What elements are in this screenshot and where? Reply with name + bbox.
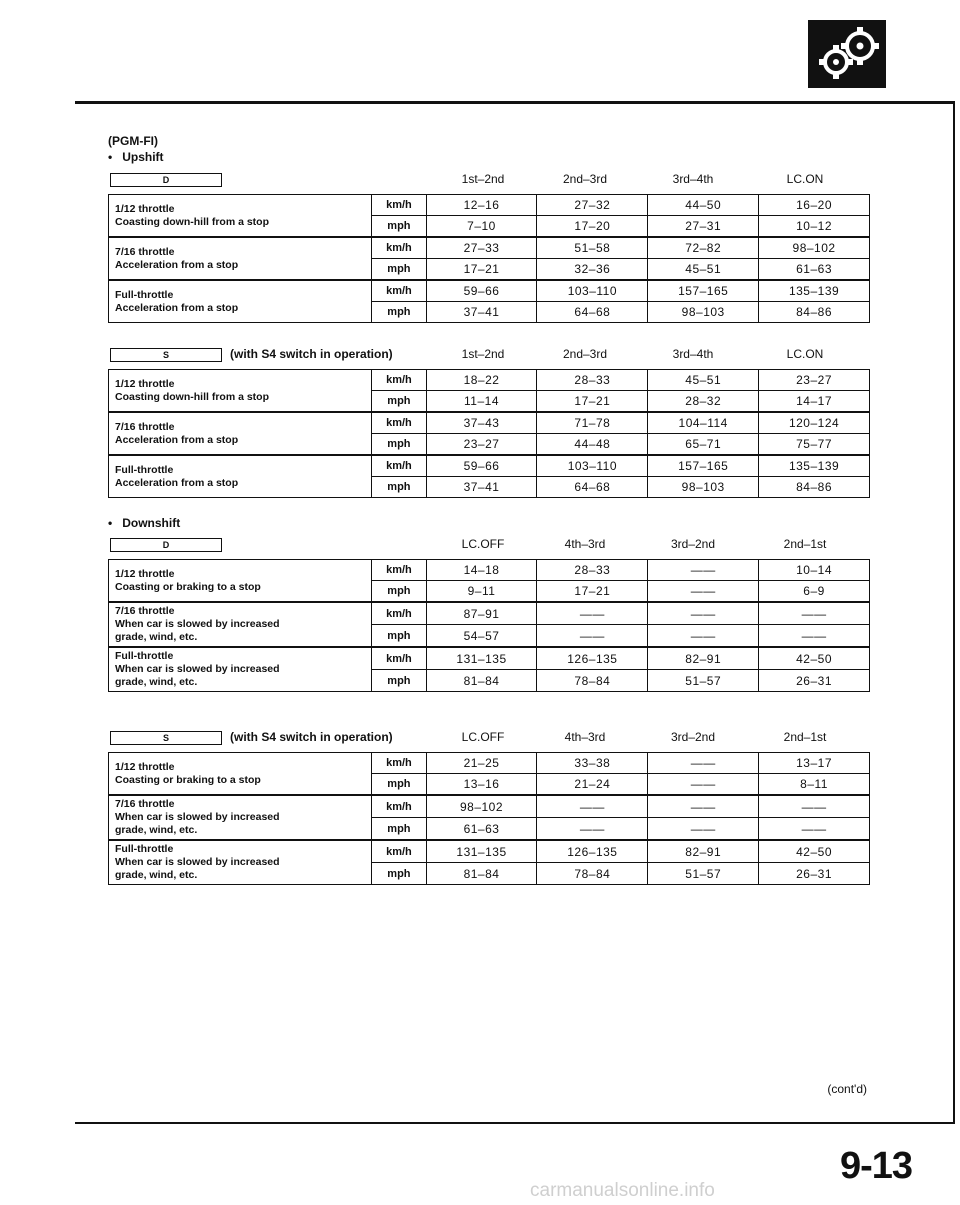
- shift-speed-table: [108, 194, 870, 323]
- condition-line: 7/16 throttle: [115, 605, 175, 617]
- unit-cell: km/h: [372, 195, 426, 216]
- column-header: 3rd–2nd: [670, 730, 716, 744]
- table-row: [109, 753, 870, 774]
- column-header: 1st–2nd: [461, 347, 505, 361]
- throttle-condition: [109, 560, 372, 603]
- speed-value: 27–31: [648, 216, 759, 238]
- condition-line: Acceleration from a stop: [115, 301, 239, 314]
- speed-value: 65–71: [648, 434, 759, 456]
- column-header: 1st–2nd: [461, 172, 505, 186]
- speed-value: 72–82: [648, 237, 759, 259]
- unit-cell: km/h: [372, 370, 426, 391]
- condition-line: 1/12 throttle: [115, 567, 175, 580]
- speed-value: 84–86: [759, 302, 870, 323]
- speed-value: 78–84: [537, 670, 648, 692]
- unit-cell: mph: [372, 581, 426, 603]
- condition-line: Full-throttle: [115, 463, 174, 476]
- shift-mode-icon: S: [110, 348, 222, 362]
- condition-line: 1/12 throttle: [115, 202, 175, 215]
- condition-line: Acceleration from a stop: [115, 258, 239, 271]
- speed-value: 45–51: [648, 259, 759, 281]
- column-header: 3rd–2nd: [670, 537, 716, 551]
- speed-value: 17–21: [537, 391, 648, 413]
- shift-mode-icon: D: [110, 173, 222, 187]
- speed-value: ——: [648, 795, 759, 818]
- unit-cell: mph: [372, 863, 426, 885]
- shift-mode-icon: D: [110, 538, 222, 552]
- unit-cell: km/h: [372, 647, 426, 670]
- table-row: [109, 412, 870, 434]
- throttle-condition: [109, 455, 372, 498]
- throttle-condition: [109, 237, 372, 280]
- speed-value: 126–135: [537, 647, 648, 670]
- condition-line: Full-throttle: [115, 650, 174, 662]
- column-header: 3rd–4th: [672, 347, 714, 361]
- condition-line: When car is slowed by increased: [115, 618, 280, 630]
- speed-value: ——: [648, 625, 759, 648]
- speed-value: 59–66: [426, 455, 537, 477]
- condition-line: Acceleration from a stop: [115, 476, 239, 489]
- speed-value: 11–14: [426, 391, 537, 413]
- speed-value: ——: [648, 753, 759, 774]
- continued-note: (cont'd): [827, 1082, 867, 1096]
- column-header: LC.ON: [786, 347, 824, 361]
- table-caption: [110, 172, 410, 187]
- unit-cell: mph: [372, 216, 426, 238]
- top-rule: [75, 101, 955, 104]
- table-caption: [110, 537, 410, 552]
- column-header: 2nd–3rd: [562, 347, 608, 361]
- unit-cell: km/h: [372, 840, 426, 863]
- throttle-condition: [109, 795, 372, 840]
- condition-line: grade, wind, etc.: [115, 676, 198, 688]
- speed-value: ——: [759, 795, 870, 818]
- speed-value: 18–22: [426, 370, 537, 391]
- speed-value: 157–165: [648, 455, 759, 477]
- column-header: 4th–3rd: [564, 537, 606, 551]
- unit-cell: mph: [372, 302, 426, 323]
- column-headers: [110, 347, 870, 363]
- downshift-heading: • Downshift: [108, 516, 181, 530]
- throttle-condition: [109, 602, 372, 647]
- speed-value: ——: [759, 602, 870, 625]
- speed-value: 21–25: [426, 753, 537, 774]
- column-header: LC.OFF: [461, 730, 505, 744]
- unit-cell: km/h: [372, 795, 426, 818]
- speed-value: ——: [648, 818, 759, 841]
- speed-value: 7–10: [426, 216, 537, 238]
- condition-line: 7/16 throttle: [115, 245, 175, 258]
- speed-value: ——: [759, 818, 870, 841]
- shift-speed-table: [108, 752, 870, 885]
- unit-cell: km/h: [372, 560, 426, 581]
- speed-value: ——: [759, 625, 870, 648]
- speed-value: 37–41: [426, 477, 537, 498]
- bottom-rule: [75, 1122, 955, 1124]
- unit-cell: mph: [372, 818, 426, 841]
- condition-line: Coasting down-hill from a stop: [115, 215, 269, 228]
- speed-value: 44–48: [537, 434, 648, 456]
- transmission-gear-icon: [808, 20, 886, 88]
- table-row: [109, 647, 870, 670]
- throttle-condition: [109, 753, 372, 796]
- column-header: LC.ON: [786, 172, 824, 186]
- upshift-heading: • Upshift: [108, 150, 164, 164]
- table-row: [109, 840, 870, 863]
- speed-value: 28–33: [537, 560, 648, 581]
- speed-value: 103–110: [537, 455, 648, 477]
- speed-value: 42–50: [759, 647, 870, 670]
- table-caption: [110, 730, 410, 745]
- speed-value: 9–11: [426, 581, 537, 603]
- speed-value: 87–91: [426, 602, 537, 625]
- column-headers: [110, 730, 870, 746]
- speed-value: 26–31: [759, 670, 870, 692]
- shift-speed-table: [108, 559, 870, 692]
- column-header: 2nd–1st: [783, 730, 827, 744]
- speed-value: 157–165: [648, 280, 759, 302]
- speed-value: 14–17: [759, 391, 870, 413]
- unit-cell: mph: [372, 434, 426, 456]
- speed-value: 81–84: [426, 863, 537, 885]
- condition-line: 7/16 throttle: [115, 420, 175, 433]
- condition-line: grade, wind, etc.: [115, 631, 198, 643]
- throttle-condition: [109, 280, 372, 323]
- condition-line: When car is slowed by increased: [115, 856, 280, 868]
- table-row: [109, 795, 870, 818]
- speed-value: 71–78: [537, 412, 648, 434]
- condition-line: grade, wind, etc.: [115, 869, 198, 881]
- speed-value: ——: [537, 795, 648, 818]
- speed-value: ——: [648, 602, 759, 625]
- speed-value: 75–77: [759, 434, 870, 456]
- unit-cell: mph: [372, 477, 426, 498]
- throttle-condition: [109, 370, 372, 413]
- speed-value: 42–50: [759, 840, 870, 863]
- unit-cell: mph: [372, 670, 426, 692]
- speed-value: ——: [648, 774, 759, 796]
- speed-value: 61–63: [426, 818, 537, 841]
- condition-line: Coasting or braking to a stop: [115, 773, 261, 786]
- throttle-condition: [109, 195, 372, 238]
- unit-cell: km/h: [372, 602, 426, 625]
- speed-value: 17–21: [426, 259, 537, 281]
- table-row: [109, 280, 870, 302]
- speed-value: 131–135: [426, 647, 537, 670]
- speed-value: 104–114: [648, 412, 759, 434]
- throttle-condition: [109, 840, 372, 885]
- page-number: 9-13: [840, 1145, 913, 1187]
- watermark: carmanualsonline.info: [530, 1180, 715, 1201]
- speed-value: 17–20: [537, 216, 648, 238]
- shift-speed-table: [108, 369, 870, 498]
- section-title: (PGM-FI): [108, 134, 158, 148]
- speed-value: 44–50: [648, 195, 759, 216]
- speed-value: 64–68: [537, 477, 648, 498]
- speed-value: 8–11: [759, 774, 870, 796]
- shift-mode-icon: S: [110, 731, 222, 745]
- speed-value: 51–57: [648, 670, 759, 692]
- unit-cell: km/h: [372, 412, 426, 434]
- speed-value: 26–31: [759, 863, 870, 885]
- speed-value: 54–57: [426, 625, 537, 648]
- speed-value: 37–41: [426, 302, 537, 323]
- condition-line: Coasting or braking to a stop: [115, 580, 261, 593]
- speed-value: 98–103: [648, 477, 759, 498]
- speed-value: 17–21: [537, 581, 648, 603]
- speed-value: 81–84: [426, 670, 537, 692]
- condition-line: 1/12 throttle: [115, 760, 175, 773]
- speed-value: 6–9: [759, 581, 870, 603]
- speed-value: 28–32: [648, 391, 759, 413]
- speed-value: 12–16: [426, 195, 537, 216]
- speed-value: 120–124: [759, 412, 870, 434]
- condition-line: When car is slowed by increased: [115, 663, 280, 675]
- caption-text: (with S4 switch in operation): [230, 730, 393, 744]
- table-row: [109, 560, 870, 581]
- speed-value: 28–33: [537, 370, 648, 391]
- speed-value: 126–135: [537, 840, 648, 863]
- speed-value: 64–68: [537, 302, 648, 323]
- speed-value: 59–66: [426, 280, 537, 302]
- speed-value: 13–17: [759, 753, 870, 774]
- speed-value: 84–86: [759, 477, 870, 498]
- table-row: [109, 195, 870, 216]
- speed-value: ——: [648, 581, 759, 603]
- speed-value: 27–33: [426, 237, 537, 259]
- table-row: [109, 455, 870, 477]
- speed-value: 37–43: [426, 412, 537, 434]
- speed-value: 82–91: [648, 647, 759, 670]
- speed-value: 16–20: [759, 195, 870, 216]
- speed-value: 98–103: [648, 302, 759, 323]
- column-header: 2nd–3rd: [562, 172, 608, 186]
- speed-value: 82–91: [648, 840, 759, 863]
- table-caption: [110, 347, 410, 362]
- table-row: [109, 370, 870, 391]
- condition-line: Full-throttle: [115, 288, 174, 301]
- unit-cell: km/h: [372, 237, 426, 259]
- speed-value: 103–110: [537, 280, 648, 302]
- column-header: 3rd–4th: [672, 172, 714, 186]
- speed-value: 51–57: [648, 863, 759, 885]
- throttle-condition: [109, 412, 372, 455]
- speed-value: 23–27: [426, 434, 537, 456]
- speed-value: ——: [537, 602, 648, 625]
- speed-value: ——: [537, 625, 648, 648]
- speed-value: 33–38: [537, 753, 648, 774]
- column-header: 2nd–1st: [783, 537, 827, 551]
- unit-cell: mph: [372, 391, 426, 413]
- condition-line: Coasting down-hill from a stop: [115, 390, 269, 403]
- unit-cell: km/h: [372, 753, 426, 774]
- speed-value: 98–102: [759, 237, 870, 259]
- unit-cell: mph: [372, 774, 426, 796]
- speed-value: ——: [648, 560, 759, 581]
- throttle-condition: [109, 647, 372, 692]
- speed-value: 78–84: [537, 863, 648, 885]
- table-row: [109, 602, 870, 625]
- unit-cell: km/h: [372, 455, 426, 477]
- caption-text: (with S4 switch in operation): [230, 347, 393, 361]
- speed-value: 61–63: [759, 259, 870, 281]
- speed-value: 45–51: [648, 370, 759, 391]
- speed-value: 13–16: [426, 774, 537, 796]
- speed-value: 135–139: [759, 280, 870, 302]
- table-row: [109, 237, 870, 259]
- speed-value: 10–12: [759, 216, 870, 238]
- column-headers: [110, 537, 870, 553]
- speed-value: 21–24: [537, 774, 648, 796]
- condition-line: When car is slowed by increased: [115, 811, 280, 823]
- speed-value: 98–102: [426, 795, 537, 818]
- speed-value: 14–18: [426, 560, 537, 581]
- condition-line: 1/12 throttle: [115, 377, 175, 390]
- unit-cell: km/h: [372, 280, 426, 302]
- speed-value: 51–58: [537, 237, 648, 259]
- speed-value: 131–135: [426, 840, 537, 863]
- frame-right-rule: [953, 101, 955, 1123]
- speed-value: 10–14: [759, 560, 870, 581]
- column-headers: [110, 172, 870, 188]
- speed-value: 32–36: [537, 259, 648, 281]
- speed-value: 23–27: [759, 370, 870, 391]
- condition-line: grade, wind, etc.: [115, 824, 198, 836]
- unit-cell: mph: [372, 259, 426, 281]
- condition-line: Acceleration from a stop: [115, 433, 239, 446]
- unit-cell: mph: [372, 625, 426, 648]
- column-header: 4th–3rd: [564, 730, 606, 744]
- speed-value: ——: [537, 818, 648, 841]
- column-header: LC.OFF: [461, 537, 505, 551]
- condition-line: Full-throttle: [115, 843, 174, 855]
- speed-value: 135–139: [759, 455, 870, 477]
- speed-value: 27–32: [537, 195, 648, 216]
- condition-line: 7/16 throttle: [115, 798, 175, 810]
